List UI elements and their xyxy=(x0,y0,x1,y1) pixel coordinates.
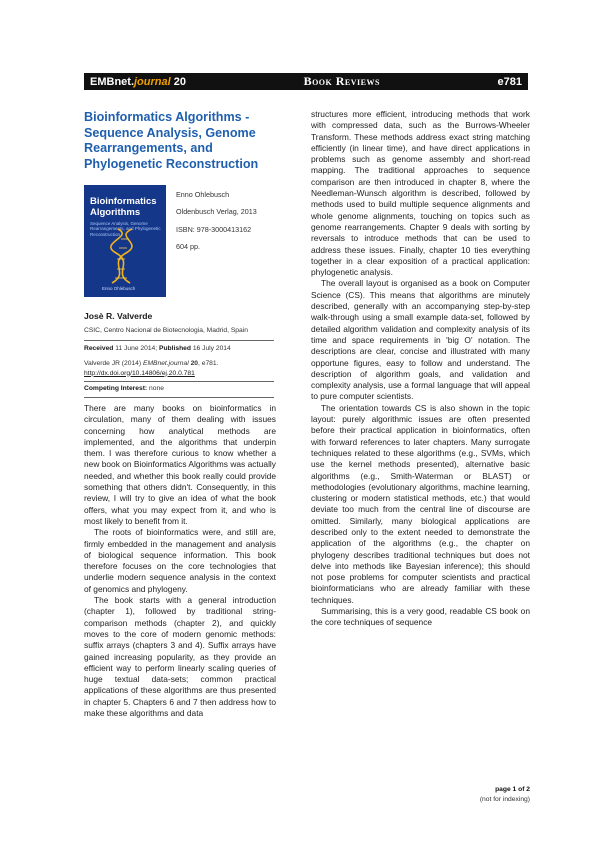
book-isbn: ISBN: 978-3000413162 xyxy=(176,224,252,234)
page-number: page 1 of 2 xyxy=(495,786,530,793)
journal-name: EMBnet.journal 20 xyxy=(90,75,186,88)
article-dates: Received 11 June 2014; Published 16 July 2014 xyxy=(84,345,231,352)
paragraph: The orientation towards CS is also shown in the topic layout: purely algorithmic issues are often presented before their practical application in bioinformatics, often with forward references to later chapters. Many surrogate techniques related to these algorithms (e.g., SVMs, which use the kernel methods presented), alternative basic algorithms (e.g., Smith-Waterman or BLAST) or methodologies (evolutionary algorithms, machine learning, clustering or modern statistical methods, etc.) that would deviate too much from the central line of discourse are omitted. Similarly, many biological applications are described only to the extent needed to demonstrate the application of the algorithms (e.g., the chapter on phylogeny describes traditional techniques but does not delve into methods like Bayesian inference); this should not pose problems for computer scientists and practical bioinformaticians who are already familiar with these techniques. xyxy=(311,402,530,605)
paragraph: Summarising, this is a very good, readable CS book on the core techniques of sequence xyxy=(311,606,530,628)
divider xyxy=(84,381,274,382)
book-pages: 604 pp. xyxy=(176,242,200,252)
article-id: e781 xyxy=(497,75,522,88)
book-title: Bioinformatics Algorithms - Sequence Analysis, Genome Rearrangements, and Phylogenetic Reconstruction xyxy=(84,110,259,172)
cover-subtitle: Sequence Analysis, Genome Rearrangements, and Phylogenetic Reconstruction xyxy=(90,221,161,237)
page-footer xyxy=(480,785,530,804)
journal-header-bar xyxy=(84,73,528,90)
paragraph: The overall layout is organised as a book on Computer Science (CS). This means that algorithms are minutely described, generally with an accompanying step-by-step walk-through using a small example data-set, followed by detailed algorithm validation and complexity analysis of its time and space requirements in 'big O' notation. The descriptions are clear, concise and illustrated with many opportune figures, easy to follow and understand. The description of algorithm goals, and validation and complexity analysis, use a formal language that will appeal to pure computer scientists. xyxy=(311,278,530,402)
divider xyxy=(84,397,274,398)
cover-title: Bioinformatics Algorithms xyxy=(90,196,157,218)
citation: Valverde JR (2014) EMBnet.journal 20, e781. http://dx.doi.org/10.14806/ej.20.0.781 xyxy=(84,360,219,377)
book-publisher: Oldenbusch Verlag, 2013 xyxy=(176,207,257,217)
paragraph: The roots of bioinformatics were, and still are, firmly embedded in the management and analysis of biological sequence information. This book therefore focuses on the core technologies that underlie modern sequence analysis in the context of genomics and phylogeny. xyxy=(84,527,276,594)
paragraph: There are many books on bioinformatics in circulation, many of them dealing with issues concerning how analytical methods are implemented, and the algorithms that underpin them. I was therefore curious to know whether a new book on Bioinformatics Algorithms was actually needed, and whether this book really could provide something that others didn't. Consequently, in this review, I will try to give an idea of what the book offers, what you may expect from it, and who is most likely to benefit from it. xyxy=(84,403,276,526)
reviewer-affiliation: CSIC, Centro Nacional de Biotecnologia, Madrid, Spain xyxy=(84,327,248,334)
section-title: Book Reviews xyxy=(303,74,380,88)
paragraph: structures more efficient, introducing methods that work with compressed data, such as the Burrows-Wheeler Transform. These methods address exact string matching efficiently (in linear time), and have direct applications in problems such as genome assembly and short-read mapping. The traditional approaches to sequence comparison are then introduced in chapter 8, where the Needleman-Wunsch algorithm is described, followed by methods used to build multiple sequence alignments and whole genome alignments, touching on topics such as genome rearrangements. Chapter 9 deals with sorting by reversals to introduce methods that can be used to address these issues. Finally, chapter 10 ties everything together in a clear exposition of a practical application: phylogenetic analysis. xyxy=(311,109,530,278)
book-cover-image xyxy=(84,185,166,297)
paragraph: The book starts with a general introduction (chapter 1), followed by traditional string-comparison methods (chapter 2), and quickly moves to the core of modern genomic methods: suffix arrays (chapters 3 and 4). Suffix arrays have gained increasing popularity, as they provide an efficient way to perform linearly scaling queries of huge textual data-sets; common practical applications of these algorithms are thus presented in chapter 5. Chapters 6 and 7 then address how to make these algorithms and data xyxy=(84,595,276,719)
cover-author: Enno Ohlebusch xyxy=(102,286,136,291)
divider xyxy=(84,340,274,341)
right-column-body xyxy=(311,109,530,629)
doi-link[interactable]: http://dx.doi.org/10.14806/ej.20.0.781 xyxy=(84,369,195,377)
competing-interest: Competing Interest: none xyxy=(84,385,164,392)
dna-helix-icon xyxy=(84,185,166,297)
indexing-note: (not for indexing) xyxy=(479,795,530,803)
reviewer-name: Josè R. Valverde xyxy=(84,311,153,321)
left-column-body xyxy=(84,403,276,719)
book-metadata xyxy=(176,186,257,256)
book-author: Enno Ohlebusch xyxy=(176,190,230,199)
